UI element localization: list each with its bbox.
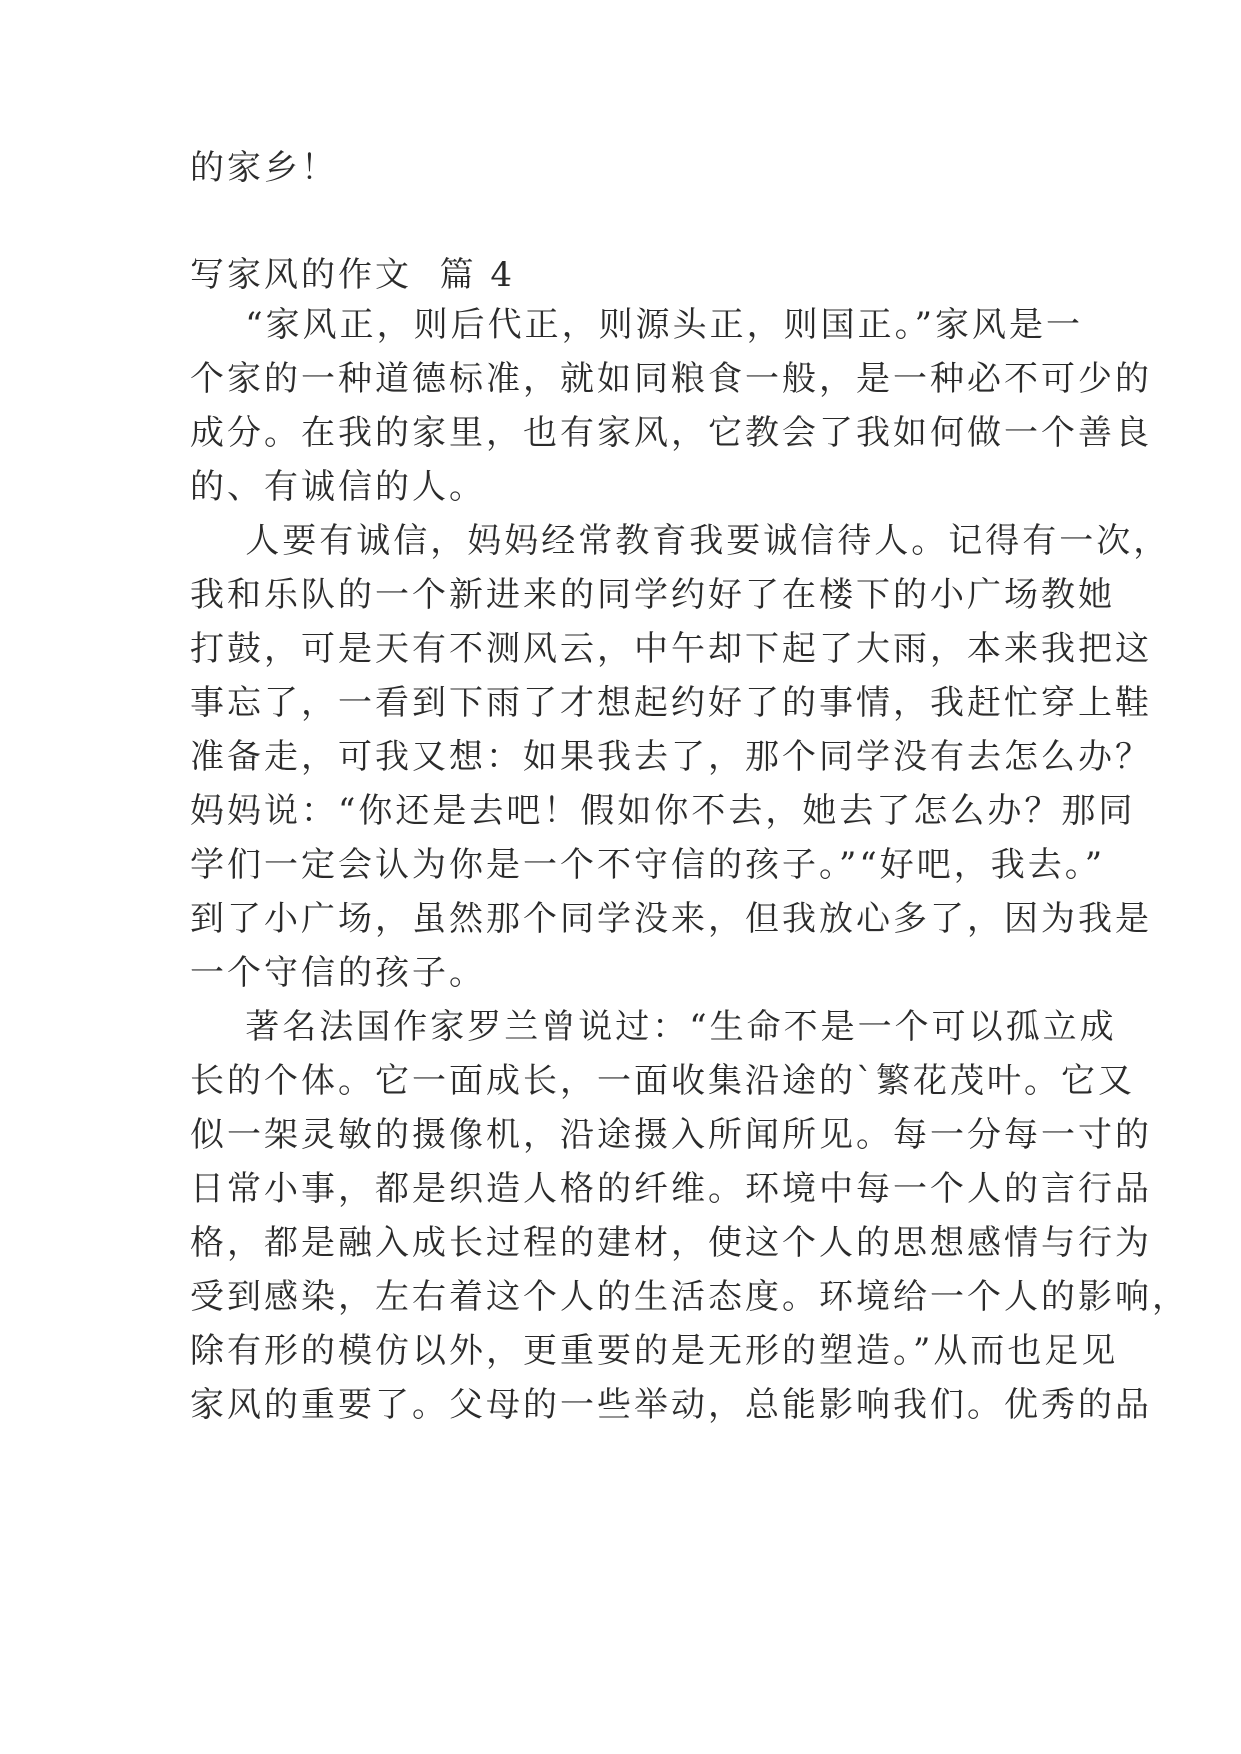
paragraph-line: 著名法国作家罗兰曾说过：“生命不是一个可以孤立成: [190, 1007, 1117, 1047]
paragraph-line: 格，都是融入成长过程的建材，使这个人的思想感情与行为: [190, 1223, 1152, 1263]
paragraph-line: 受到感染，左右着这个人的生活态度。环境给一个人的影响，: [190, 1277, 1189, 1317]
paragraph-line: 妈妈说：“你还是去吧！假如你不去，她去了怎么办？那同: [190, 791, 1136, 831]
paragraph-line: 人要有诚信，妈妈经常教育我要诚信待人。记得有一次，: [190, 521, 1171, 561]
paragraph-line: 事忘了，一看到下雨了才想起约好了的事情，我赶忙穿上鞋: [190, 683, 1152, 723]
paragraph-line: 家风的重要了。父母的一些举动，总能影响我们。优秀的品: [190, 1385, 1152, 1425]
paragraph-line: 到了小广场，虽然那个同学没来，但我放心多了，因为我是: [190, 899, 1152, 939]
paragraph-line: 成分。在我的家里，也有家风，它教会了我如何做一个善良: [190, 413, 1152, 453]
paragraph-line: 长的个体。它一面成长，一面收集沿途的`繁花茂叶。它又: [190, 1061, 1135, 1101]
paragraph-line: 学们一定会认为你是一个不守信的孩子。”“好吧，我去。”: [190, 845, 1106, 885]
paragraph-line: 的、有诚信的人。: [190, 467, 486, 507]
section-heading: 写家风的作文 篇 4: [190, 255, 516, 295]
paragraph-line: “家风正，则后代正，则源头正，则国正。”家风是一: [190, 305, 1083, 345]
paragraph-line: 除有形的模仿以外，更重要的是无形的塑造。”从而也足见: [190, 1331, 1119, 1371]
paragraph-line: 个家的一种道德标准，就如同粮食一般，是一种必不可少的: [190, 359, 1152, 399]
paragraph-line: 我和乐队的一个新进来的同学约好了在楼下的小广场教她: [190, 575, 1115, 615]
paragraph-line: 似一架灵敏的摄像机，沿途摄入所闻所见。每一分每一寸的: [190, 1115, 1152, 1155]
paragraph-line: 一个守信的孩子。: [190, 953, 486, 993]
paragraph-line: 日常小事，都是织造人格的纤维。环境中每一个人的言行品: [190, 1169, 1152, 1209]
paragraph-line: 打鼓，可是天有不测风云，中午却下起了大雨，本来我把这: [190, 629, 1152, 669]
paragraph-line: 准备走，可我又想：如果我去了，那个同学没有去怎么办？: [190, 737, 1152, 777]
top-fragment-text: 的家乡！: [190, 148, 338, 188]
